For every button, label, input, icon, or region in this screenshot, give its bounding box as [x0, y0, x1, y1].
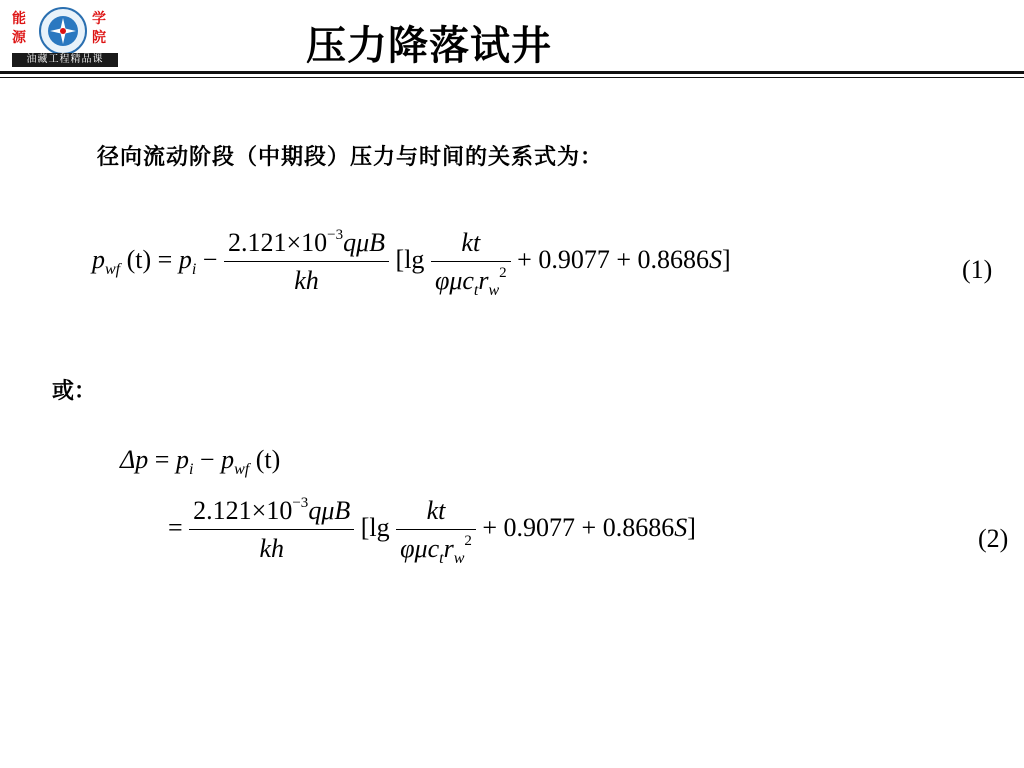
university-emblem-icon	[38, 6, 88, 56]
logo-banner: 油藏工程精品课	[12, 53, 118, 67]
page-title: 压力降落试井	[306, 23, 552, 69]
coefficient-fraction: $\frac{2.121\times 10^{-3}q\mu B}{kh}$	[224, 228, 389, 296]
coefficient-fraction: $\frac{2.121\times 10^{-3}q\mu B}{kh}$	[189, 496, 354, 564]
log-fraction: $\frac{kt}{\varphi\mu c_tr_w^2}$	[431, 228, 511, 296]
logo-text-left	[12, 10, 40, 48]
logo-char: 学	[92, 11, 106, 27]
logo-char: 源	[12, 30, 26, 46]
equation-number-2: (2)	[978, 524, 1009, 553]
logo-char: 能	[12, 11, 26, 27]
log-fraction: $\frac{kt}{\varphi\mu c_tr_w^2}$	[396, 496, 476, 564]
logo-char: 院	[92, 30, 106, 46]
logo-text-right	[92, 10, 120, 48]
intro-text: 径向流动阶段（中期段）压力与时间的关系式为：	[97, 145, 604, 170]
equation-2-line-1: $\Delta p = p_i - p_{wf}$ (t)	[120, 445, 281, 478]
title-divider-thin	[0, 77, 1024, 78]
equation-number-1: (1)	[962, 255, 993, 284]
equation-2-line-2: = $\frac{2.121\times 10^{-3}q\mu B}{kh}$ [lg $\frac{kt}{\varphi\mu c_tr_w^2}$ + 0.9077 + 0.8686S]	[168, 495, 696, 567]
or-label: 或：	[52, 379, 97, 404]
equation-1: $p_{wf}$ $(t) = p_i$ − $\frac{2.121\times 10^{-3}q\mu B}{kh}$ [lg $\frac{kt}{\varphi\mu c_tr_w^2}$ + 0.9077 + 0.8686S]	[92, 227, 731, 299]
title-divider	[0, 71, 1024, 74]
